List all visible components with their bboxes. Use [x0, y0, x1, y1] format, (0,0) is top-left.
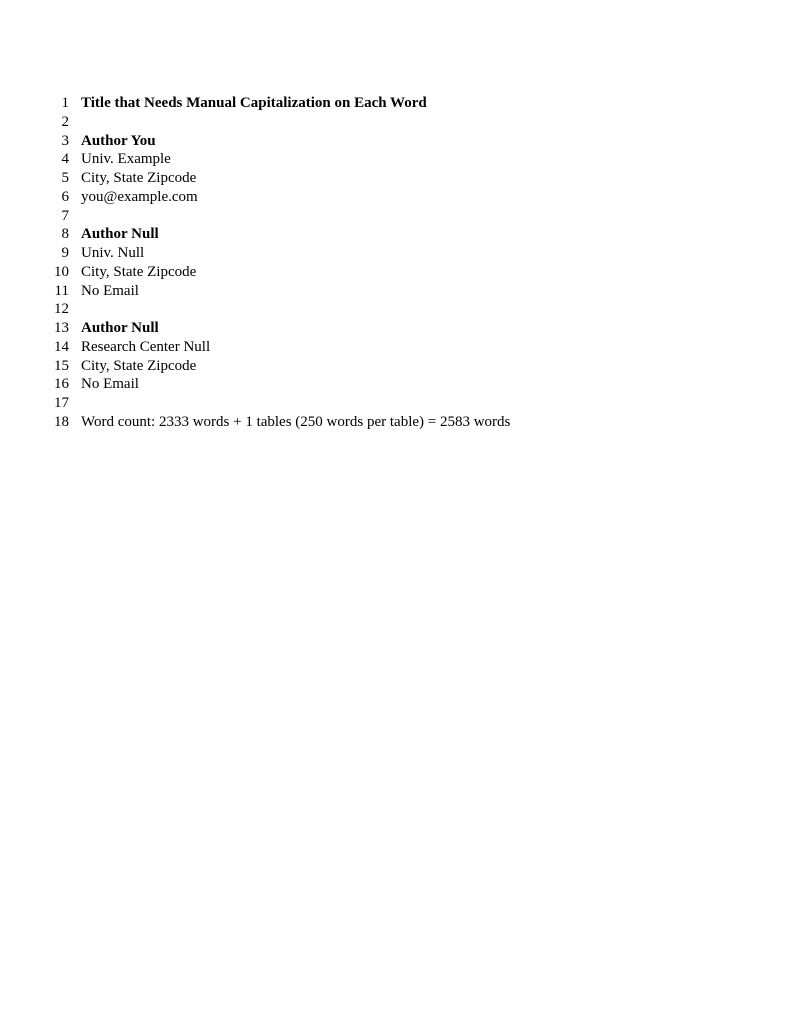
line-text: Author Null	[81, 320, 159, 336]
line-number: 13	[54, 320, 69, 336]
line-text: City, State Zipcode	[81, 357, 197, 374]
line-number: 14	[54, 338, 69, 355]
line-text: Title that Needs Manual Capitalization on Each Word	[81, 95, 427, 111]
document-line	[0, 94, 794, 113]
line-number: 16	[54, 376, 69, 393]
document-line	[0, 300, 794, 319]
document-line	[0, 282, 794, 301]
line-number: 18	[54, 413, 69, 430]
document-line	[0, 132, 794, 151]
line-text: No Email	[81, 282, 139, 299]
line-number: 5	[61, 170, 69, 186]
line-number: 11	[54, 282, 69, 299]
line-text: Univ. Null	[81, 245, 145, 261]
line-number: 8	[61, 226, 69, 243]
document-page	[0, 94, 794, 432]
document-line	[0, 207, 794, 226]
line-number: 6	[61, 188, 69, 205]
line-number: 12	[54, 301, 69, 318]
line-number: 3	[61, 132, 69, 149]
document-line	[0, 338, 794, 357]
document-line	[0, 263, 794, 282]
document-line	[0, 413, 794, 432]
line-number: 9	[61, 245, 69, 261]
line-text: Author You	[81, 132, 156, 149]
document-line	[0, 188, 794, 207]
line-number: 17	[54, 395, 69, 411]
line-text: you@example.com	[81, 188, 198, 205]
line-number: 7	[61, 207, 69, 224]
document-line	[0, 169, 794, 188]
line-text: City, State Zipcode	[81, 263, 197, 280]
line-text: Research Center Null	[81, 338, 211, 355]
document-line	[0, 244, 794, 263]
document-line	[0, 357, 794, 376]
line-number: 2	[61, 113, 69, 130]
document-line	[0, 113, 794, 132]
document-line	[0, 225, 794, 244]
document-line	[0, 319, 794, 338]
line-text: No Email	[81, 376, 139, 393]
line-number: 15	[54, 357, 69, 374]
line-text: Univ. Example	[81, 151, 171, 168]
document-line	[0, 375, 794, 394]
line-number: 10	[54, 263, 69, 280]
line-text: Word count: 2333 words + 1 tables (250 words per table) = 2583 words	[81, 413, 511, 430]
line-text: City, State Zipcode	[81, 170, 197, 186]
line-number: 4	[61, 151, 69, 168]
document-line	[0, 150, 794, 169]
document-line	[0, 394, 794, 413]
line-number: 1	[61, 95, 69, 111]
line-text: Author Null	[81, 226, 159, 243]
